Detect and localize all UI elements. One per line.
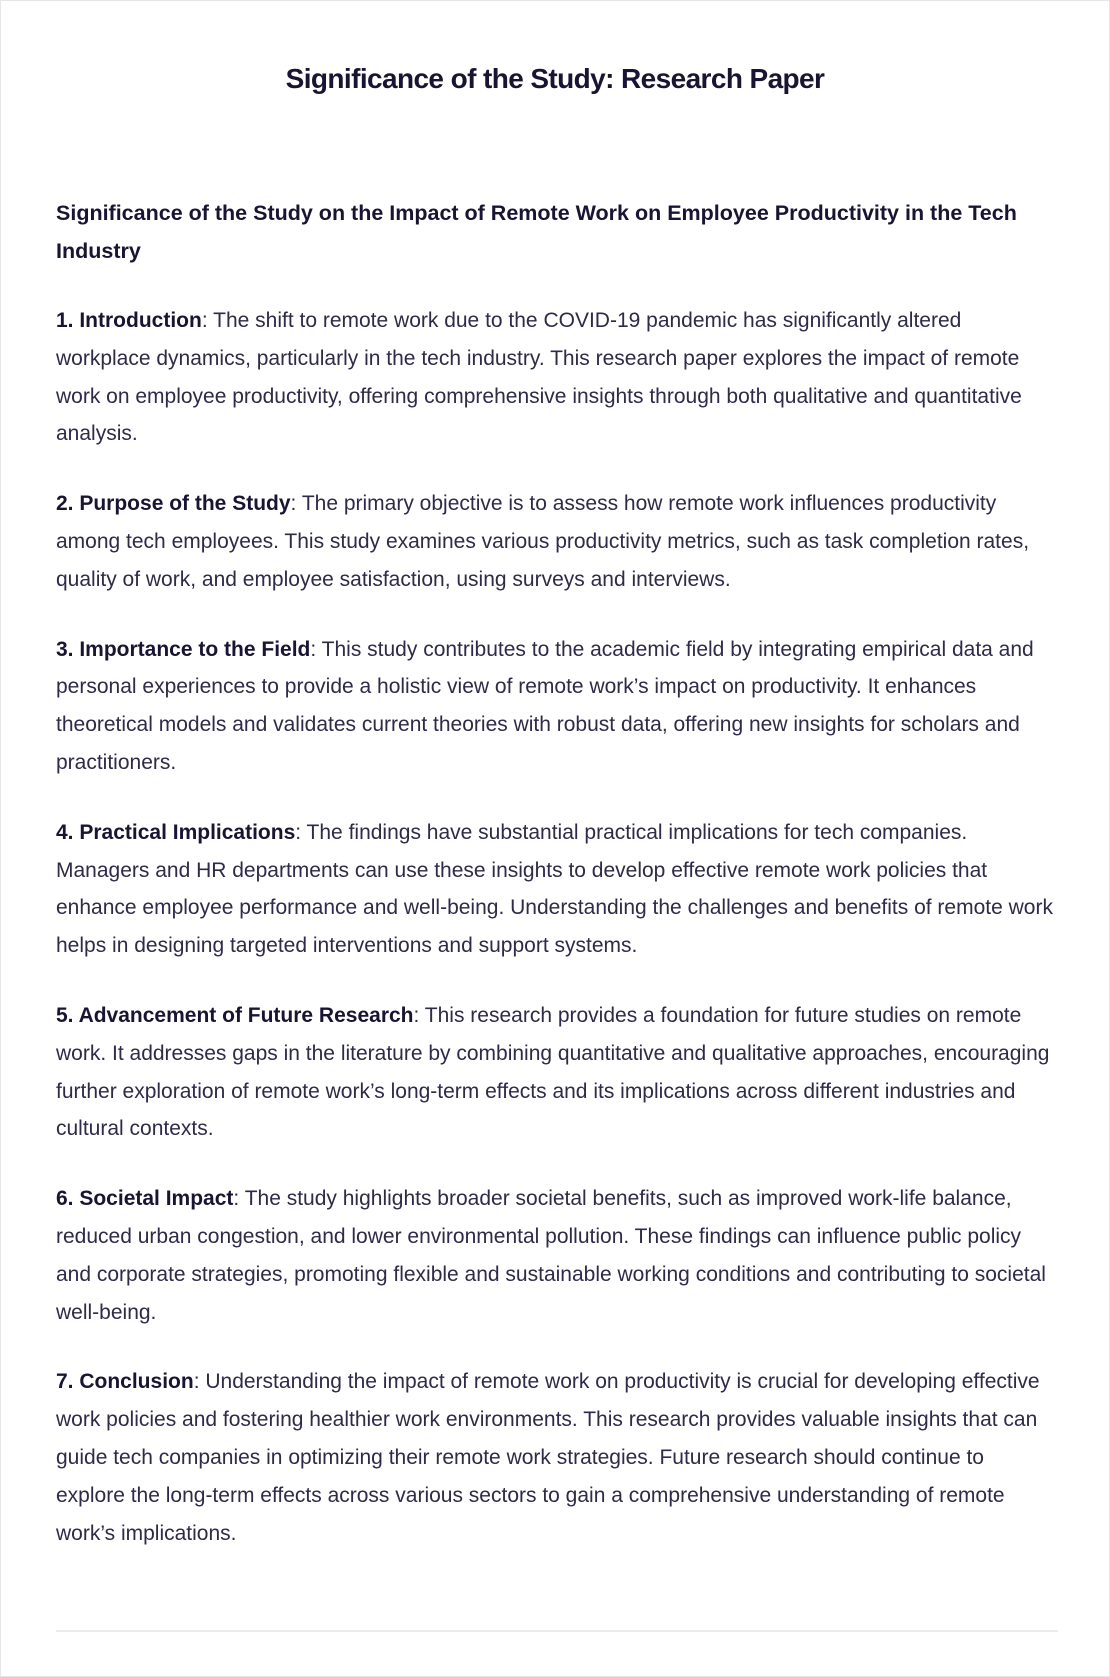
section-practical-implications xyxy=(56,814,1056,965)
section-text: : The findings have substantial practical implications for tech companies. Managers and HR departments can use these insights to develop effective remote work policies that enhance employee performance and well-being. Understanding the challenges and benefits of remote work helps in designing targeted interventions and support systems. xyxy=(56,820,1053,958)
section-label: 4. Practical Implications xyxy=(56,820,296,844)
section-text: : Understanding the impact of remote work on productivity is crucial for developing effective work policies and fostering healthier work environments. This research provides valuable insights that can guide tech companies in optimizing their remote work strategies. Future research should continue to explore the long-term effects across various sectors to gain a comprehensive understanding of remote work’s implications. xyxy=(56,1370,1040,1545)
footer-divider xyxy=(56,1630,1058,1632)
section-label: 2. Purpose of the Study xyxy=(56,492,291,516)
section-purpose xyxy=(56,485,1056,598)
section-text: : The primary objective is to assess how remote work influences productivity among tech employees. This study examines various productivity metrics, such as task completion rates, quality of work, and employee satisfaction, using surveys and interviews. xyxy=(56,492,1030,591)
section-label: 3. Importance to the Field xyxy=(56,637,311,661)
section-text: : This research provides a foundation for future studies on remote work. It addresses gaps in the literature by combining quantitative and qualitative approaches, encouraging further exploration of remote work’s long-term effects and its implications across different industries and cultural contexts. xyxy=(56,1003,1050,1141)
document-body xyxy=(56,194,1056,1552)
section-text: : The study highlights broader societal benefits, such as improved work-life balance, reduced urban congestion, and lower environmental pollution. These findings can influence public policy and corporate strategies, promoting flexible and sustainable working conditions and contributing to societal well-being. xyxy=(56,1187,1046,1324)
section-label: 7. Conclusion xyxy=(56,1370,194,1394)
section-label: 5. Advancement of Future Research xyxy=(56,1003,414,1027)
section-label: 1. Introduction xyxy=(56,309,202,332)
section-label: 6. Societal Impact xyxy=(56,1187,234,1211)
section-text: : This study contributes to the academic field by integrating empirical data and personal experiences to provide a holistic view of remote work’s impact on productivity. It enhances theoretical models and validates current theories with robust data, offering new insights for scholars and practitioners. xyxy=(56,637,1034,774)
section-conclusion xyxy=(56,1363,1056,1552)
section-future-research xyxy=(56,997,1056,1148)
section-societal-impact xyxy=(56,1180,1056,1331)
page-title: Significance of the Study: Research Paper xyxy=(285,63,825,94)
document-heading: Significance of the Study on the Impact of Remote Work on Employee Productivity in the Tech Industry xyxy=(56,201,1017,263)
section-text: : The shift to remote work due to the COVID-19 pandemic has significantly altered workplace dynamics, particularly in the tech industry. This research paper explores the impact of remote work on employee productivity, offering comprehensive insights through both qualitative and quantitative analysis. xyxy=(56,309,1022,446)
section-introduction xyxy=(56,302,1056,453)
section-importance xyxy=(56,631,1056,782)
